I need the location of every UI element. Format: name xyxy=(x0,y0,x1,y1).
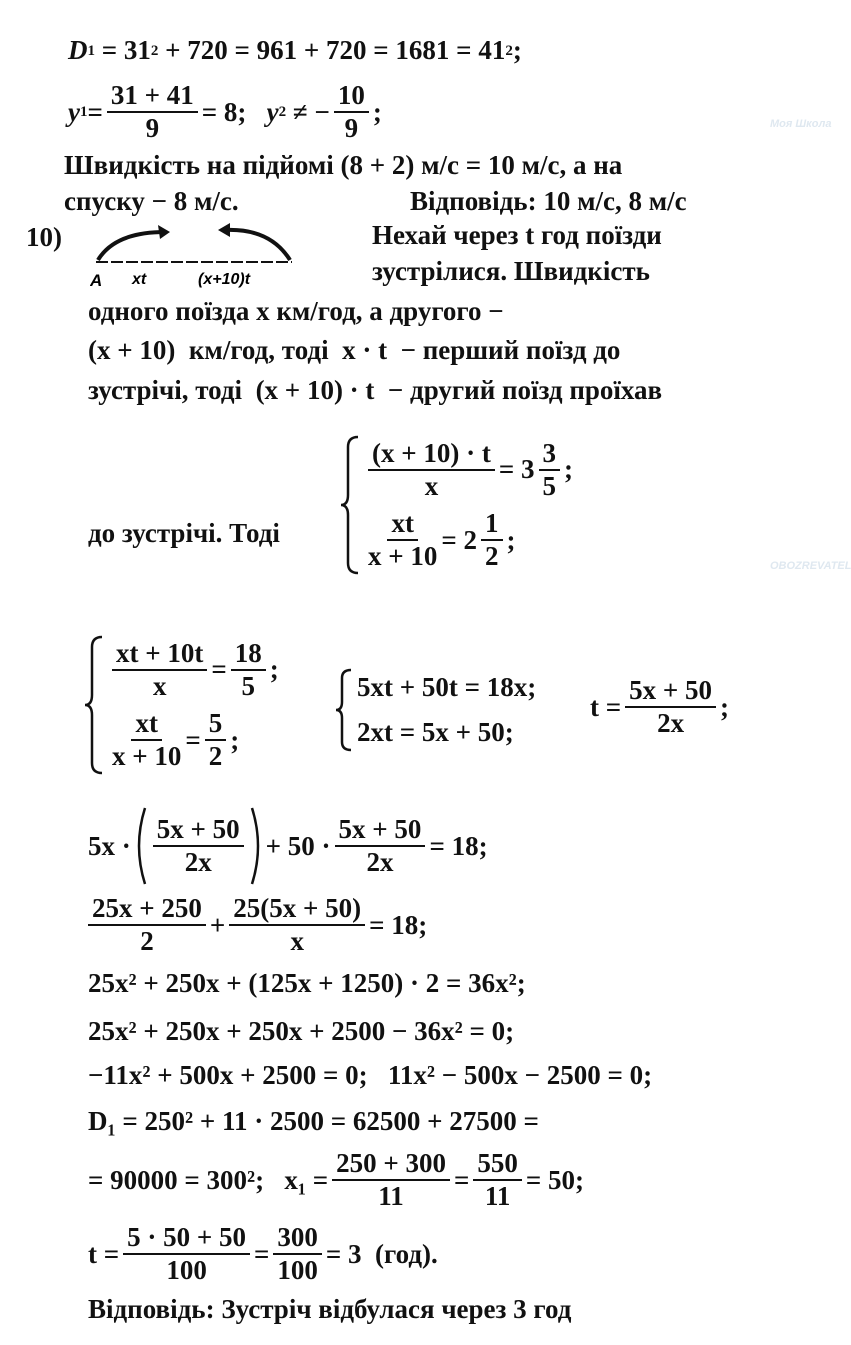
text: ; xyxy=(564,454,574,485)
text: = xyxy=(211,654,227,685)
text: = xyxy=(87,96,103,127)
text: 9 xyxy=(145,113,160,144)
text: 5x + 50 xyxy=(153,814,244,847)
text-line: Нехай через t год поїзди xyxy=(372,220,662,250)
watermark: OBOZREVATEL xyxy=(770,560,851,572)
arrowhead-icon xyxy=(158,225,170,239)
text: x + 10 xyxy=(112,741,182,772)
brace-icon xyxy=(335,668,353,752)
text: ; xyxy=(506,524,516,555)
watermark: Моя Школа xyxy=(770,118,832,130)
text: 100 xyxy=(277,1255,318,1286)
text: 5 · 50 + 50 xyxy=(123,1222,250,1255)
text: 10 xyxy=(334,80,369,113)
text: 3 xyxy=(539,438,561,471)
text: 5x · xyxy=(88,830,131,861)
text: = 31 xyxy=(95,35,151,65)
text: t = xyxy=(590,691,622,722)
text: + 720 = 961 + 720 = 1681 = 41 xyxy=(158,35,506,65)
text: 2 xyxy=(485,541,499,572)
text: D xyxy=(68,35,88,65)
text: xt + 10t xyxy=(112,638,207,671)
text: xt xyxy=(131,708,162,741)
text: ; xyxy=(372,96,382,127)
text: 18 xyxy=(231,638,266,671)
time-line xyxy=(88,1222,438,1286)
text: 9 xyxy=(344,113,359,144)
text: ; xyxy=(512,35,522,65)
text: 5 xyxy=(205,708,227,741)
text: 5x + 50 xyxy=(625,675,716,708)
equation-line: 25x² + 250x + 250x + 2500 − 36x² = 0; xyxy=(88,1016,515,1046)
text: 2x xyxy=(657,708,685,739)
text: 1 xyxy=(481,508,503,541)
text: t = xyxy=(88,1238,120,1269)
point-a-label: A xyxy=(90,271,103,290)
text: 5 xyxy=(241,670,256,701)
equation-line xyxy=(84,893,427,957)
fraction xyxy=(334,80,369,144)
text-line: одного поїзда x км/год, а другого − xyxy=(88,296,504,326)
text: = 3 (год). xyxy=(325,1238,438,1269)
right-paren-icon xyxy=(250,806,264,886)
discriminant-line: D 1 = 31 2 + 720 = 961 + 720 = 1681 = 41 2 ; xyxy=(68,35,522,65)
text: = 90000 = 300²; x₁ = xyxy=(88,1164,329,1195)
arrowhead-icon xyxy=(218,223,230,237)
text: 250 + 300 xyxy=(332,1148,450,1181)
text: 2 xyxy=(140,926,154,957)
final-answer: Відповідь: Зустріч відбулася через 3 год xyxy=(88,1294,572,1324)
text: = 18; xyxy=(429,830,488,861)
text: 11 xyxy=(484,1181,511,1212)
fraction xyxy=(107,80,198,144)
left-paren-icon xyxy=(133,806,147,886)
text-line: до зустрічі. Тоді xyxy=(88,518,280,548)
text-line: зустрічі, тоді (x + 10) · t − другий поїзд проїхав xyxy=(88,375,663,405)
text: y xyxy=(68,96,80,127)
text-line: Швидкість на підйомі (8 + 2) м/с = 10 м/с, а на xyxy=(64,150,623,180)
text: = xyxy=(453,1164,470,1195)
text: 2x xyxy=(184,847,212,877)
text: 5xt + 50t = 18x; xyxy=(357,672,537,702)
text: + 50 · xyxy=(265,830,331,861)
text: 5 xyxy=(542,470,557,501)
text: ; xyxy=(269,654,279,685)
brace-icon xyxy=(340,435,360,575)
text: x xyxy=(290,926,304,957)
root-line xyxy=(88,1148,584,1212)
text: 300 xyxy=(273,1222,322,1255)
text: y xyxy=(266,96,279,127)
text: ≠ − xyxy=(286,96,330,127)
text: ; xyxy=(720,691,730,722)
distance-label: xt xyxy=(132,271,147,288)
text: 100 xyxy=(166,1255,207,1286)
substitution-line xyxy=(88,806,488,886)
trains-diagram xyxy=(90,220,300,292)
text: xt xyxy=(387,508,418,541)
text: 25(5x + 50) xyxy=(229,893,365,926)
text: 31 + 41 xyxy=(107,80,198,113)
text-line: зустрілися. Швидкість xyxy=(372,256,650,286)
text: ; xyxy=(230,724,240,755)
text: = 3 xyxy=(498,454,535,485)
equation-line: D₁ = 250² + 11 · 2500 = 62500 + 27500 = xyxy=(88,1106,539,1136)
distance-label: (x+10)t xyxy=(198,271,251,288)
text-line: (x + 10) км/год, тоді x · t − перший поїзд до xyxy=(88,335,621,365)
text: 5x + 50 xyxy=(335,814,426,847)
text: = 8; xyxy=(201,96,267,127)
text: 2xt = 5x + 50; xyxy=(357,717,514,747)
t-expression xyxy=(590,675,729,739)
system-1 xyxy=(340,435,573,575)
system-2 xyxy=(84,635,279,775)
text: (x + 10) · t xyxy=(368,438,495,471)
brace-icon xyxy=(84,635,104,775)
text: 11 xyxy=(378,1181,404,1212)
text: 25x + 250 xyxy=(88,893,206,926)
text: + xyxy=(209,909,226,940)
system-3 xyxy=(335,668,536,752)
equation-line: 25x² + 250x + (125x + 1250) · 2 = 36x²; xyxy=(88,968,526,998)
answer-1: Відповідь: 10 м/с, 8 м/с xyxy=(410,186,687,216)
text: = xyxy=(254,1238,270,1269)
text: x + 10 xyxy=(368,541,438,572)
text: = 50; xyxy=(525,1164,585,1195)
text: 2 xyxy=(208,741,223,772)
text: = 2 xyxy=(441,524,478,555)
text: 550 xyxy=(473,1148,522,1181)
task-number: 10) xyxy=(26,222,62,252)
text: x xyxy=(152,670,167,701)
text: x xyxy=(424,470,439,501)
text: = xyxy=(185,724,201,755)
arrow-first-train xyxy=(98,232,165,260)
arrow-second-train xyxy=(225,230,290,260)
text-line: спуску − 8 м/с. xyxy=(64,186,239,216)
equation-line: −11x² + 500x + 2500 = 0; 11x² − 500x − 2500 = 0; xyxy=(88,1060,653,1090)
text: = 18; xyxy=(369,909,428,940)
roots-line: y 1 = $\frac{31 + 41}{9}$ = 8; y 2 ≠ − $\frac{10}{9}$ ; xyxy=(68,80,382,144)
text: 2x xyxy=(366,847,394,877)
